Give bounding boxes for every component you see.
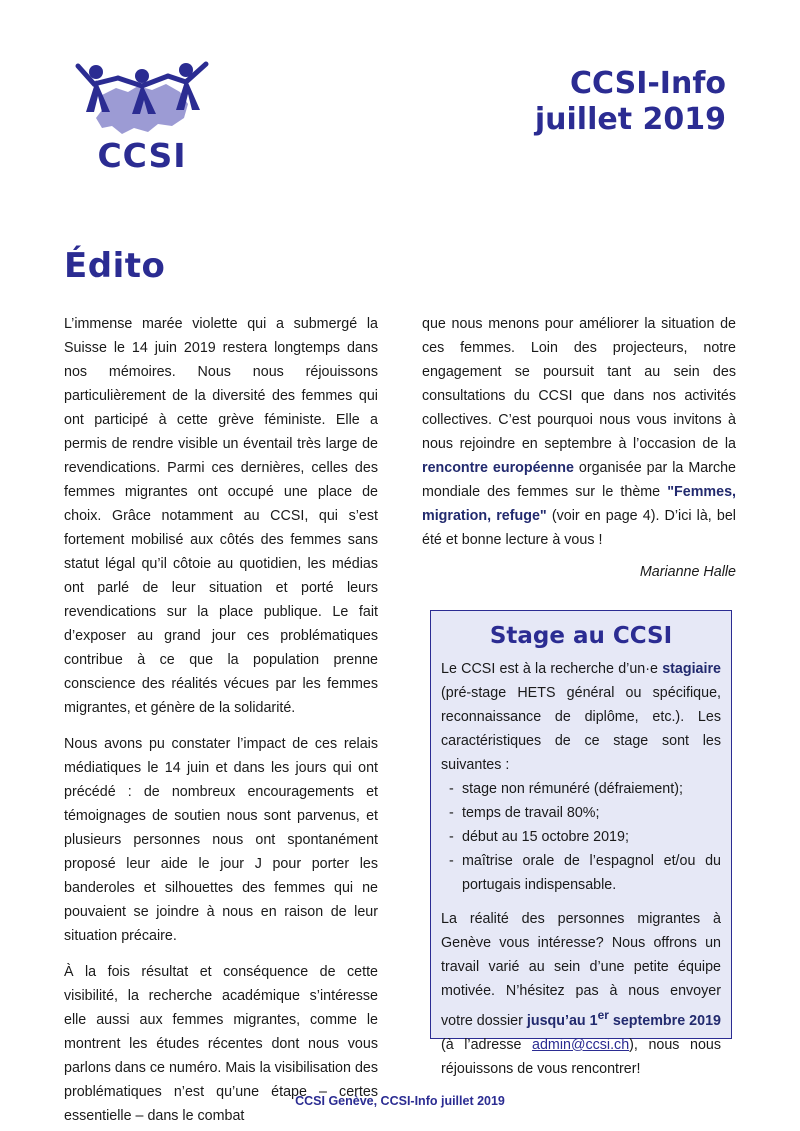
edito-paragraph-1: L’immense marée violette qui a submergé la Suisse le 14 juin 2019 restera longtemps dans nos mémoires. Nous nous réjouissons particulièrement de la diversité des femmes qui ont participé à cette grève féministe. Elle a permis de rendre visible un éventail très large de revendications. Parmi ces dernières, celles des femmes migrantes ont occupé une place de choix. Grâce notamment au CCSI, qui s’est fortement mobilisé aux côtés des femmes sans statut légal qu’il côtoie au quotidien, les médias ont parlé de leur situation et porté leurs revendications sur la place publique. Le fait d’exposer au grand jour ces problématiques contribue à ce que la population prenne conscience des réalités vécues par les femmes migrantes, et génère de la solidarité. <box>64 316 378 716</box>
stage-outro <box>441 907 721 1081</box>
deadline-text: septembre 2019 <box>608 1012 721 1029</box>
edito-text-segment: (voir en page 4). D’ici là, bel été et bonne lecture à vous ! <box>422 508 736 548</box>
stage-text-segment: Le CCSI est à la recherche d’un·e <box>441 661 663 677</box>
list-item-text: stage non rémunéré (défraiement); <box>462 781 683 797</box>
list-item <box>449 825 721 849</box>
stage-announcement-box <box>430 610 732 1077</box>
list-item-text: début au 15 octobre 2019; <box>462 829 629 845</box>
dash-bullet-icon: - <box>449 781 454 797</box>
edito-left-column <box>64 312 378 1128</box>
logo-text: CCSI <box>97 136 187 175</box>
edito-heading: Édito <box>64 246 166 286</box>
list-item <box>449 801 721 825</box>
edito-highlight-event: rencontre européenne <box>422 460 574 476</box>
stage-requirements-list <box>441 777 721 897</box>
edito-highlight-theme: "Femmes, migration, refuge" <box>422 484 736 524</box>
masthead-title: CCSI-Info <box>570 66 726 101</box>
stage-highlight-intern: stagiaire <box>662 661 721 677</box>
edito-signature: Marianne Halle <box>639 564 736 580</box>
list-item <box>449 849 721 897</box>
page-footer: CCSI Genève, CCSI-Info juillet 2019 <box>295 1094 505 1108</box>
stage-text-segment: La réalité des personnes migrantes à Genève vous intéresse? Nous offrons un travail varié au sein d’une petite équipe motivée. N’hésitez pas à nous envoyer votre dossier <box>441 911 721 1029</box>
stage-intro <box>441 657 721 777</box>
masthead-date: juillet 2019 <box>534 102 726 137</box>
stage-deadline <box>526 1008 721 1029</box>
dash-bullet-icon: - <box>449 853 454 869</box>
edito-continuation <box>422 312 736 552</box>
stage-text-segment: ), nous nous réjouissons de vous rencontrer! <box>441 1036 721 1077</box>
list-item-text: temps de travail 80%; <box>462 805 600 821</box>
list-item <box>449 777 721 801</box>
dash-bullet-icon: - <box>449 805 454 821</box>
stage-text-segment: (pré-stage HETS général ou spécifique, reconnaissance de diplôme, etc.). Les caractéristiques de ce stage sont les suivantes : <box>441 685 721 773</box>
edito-right-column <box>422 312 736 584</box>
deadline-superscript: er <box>597 1008 609 1022</box>
list-item-text: maîtrise orale de l’espagnol et/ou du portugais indispensable. <box>462 853 721 893</box>
edito-paragraph-3: À la fois résultat et conséquence de cette visibilité, la recherche académique s’intéresse elle aussi aux femmes migrantes, comme le montrent les études récentes dont nous vous parlons dans ce numéro. Mais la visibilisation des problématiques n’est qu’une étape – certes essentielle – dans le combat <box>64 964 378 1124</box>
dash-bullet-icon: - <box>449 829 454 845</box>
edito-text-segment: que nous menons pour améliorer la situation de ces femmes. Loin des projecteurs, notre engagement se poursuit tant au sein des consultations du CCSI que dans nos activités collectives. C’est pourquoi nous vous invitons à nous rejoindre en septembre à l’occasion de la <box>422 316 736 452</box>
email-link[interactable]: admin@ccsi.ch <box>532 1036 630 1053</box>
edito-text-segment: organisée par la Marche mondiale des femmes sur le thème <box>422 460 736 500</box>
ccsi-logo <box>72 56 212 178</box>
masthead <box>535 66 726 138</box>
stage-title: Stage au CCSI <box>489 623 673 649</box>
edito-paragraph-2: Nous avons pu constater l’impact de ces relais médiatiques le 14 juin et dans les jours qui ont précédé : de nombreux encouragements et témoignages de soutien nous sont parvenus, et plusieurs personnes nous ont spontanément proposé leur aide le jour J pour porter les banderoles et silhouettes des femmes qui ne pouvaient se joindre à nous en raison de leur situation précaire. <box>64 736 378 944</box>
deadline-text: jusqu’au 1 <box>526 1012 598 1029</box>
stage-text-segment: (à l’adresse <box>441 1036 533 1053</box>
